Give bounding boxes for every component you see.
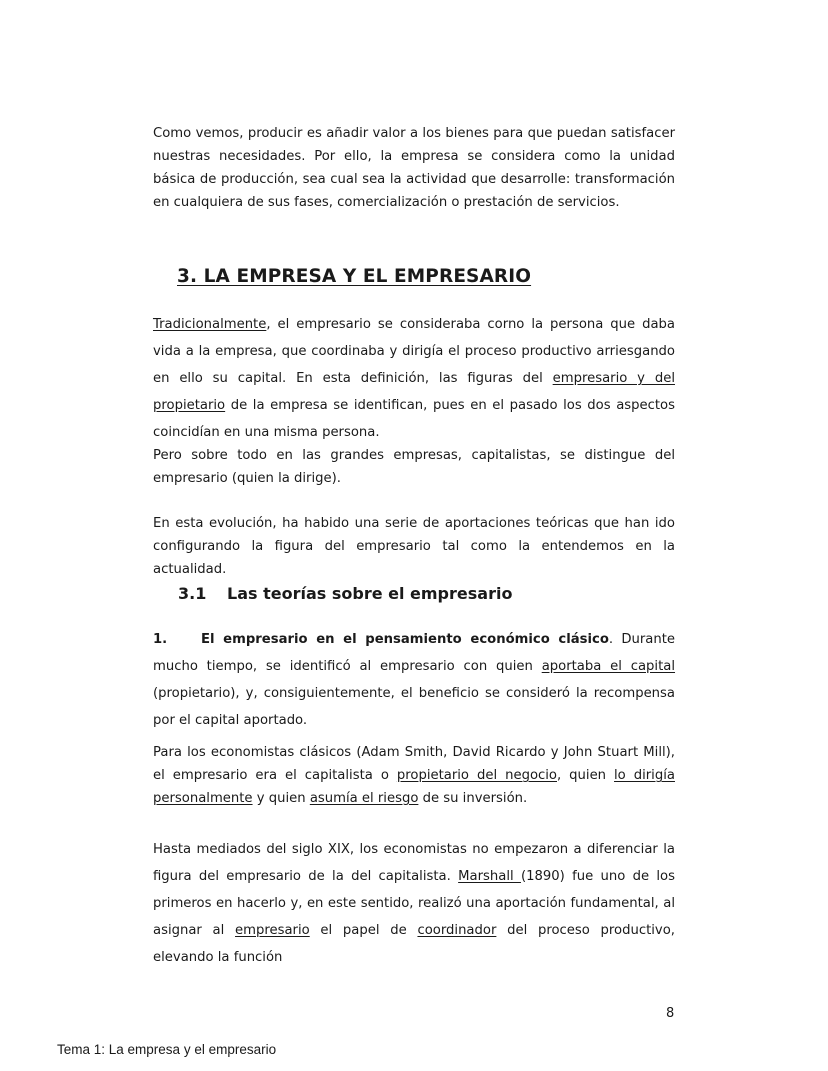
paragraph-evolution: En esta evolución, ha habido una serie de aportaciones teóricas que han ido configurando la figura del empresario tal como la entendemos en la actualidad.	[153, 516, 675, 577]
underlined-text: coordinador	[417, 923, 497, 938]
subsection-title: Las teorías sobre el empresario	[227, 584, 513, 603]
paragraph-classical-economists: Para los economistas clásicos (Adam Smith, David Ricardo y John Stuart Mill), el empresario era el capitalista o propietario del negocio, quien lo dirigía personalmente y quien asumía el riesgo de su inversión.	[153, 745, 675, 806]
intro-paragraph: Como vemos, producir es añadir valor a los bienes para que puedan satisfacer nuestras necesidades. Por ello, la empresa se considera como la unidad básica de producción, sea cual sea la actividad que desarrolle: transformación en cualquiera de sus fases, comercialización o prestación de servicios.	[153, 126, 675, 210]
underlined-text: lo dirigía	[614, 768, 675, 783]
underlined-text: aportaba el capital	[541, 659, 676, 674]
list-item-title: El empresario en el pensamiento económico clásico	[201, 632, 609, 647]
section-heading: 3. LA EMPRESA Y EL EMPRESARIO	[177, 266, 532, 287]
list-item-classical-thought: 1. El empresario en el pensamiento económico clásico. Durante mucho tiempo, se identificó al empresario con quien aportaba el capital (propietario), y, consiguientemente, el beneficio se consideró la recompensa por el capital aportado.	[153, 626, 675, 734]
page-footer: Tema 1: La empresa y el empresario	[57, 1042, 277, 1057]
underlined-text: personalmente	[153, 791, 253, 806]
underlined-text: empresario	[235, 923, 310, 938]
underlined-text: empresario y del propietario	[153, 371, 675, 413]
paragraph-traditional: Tradicionalmente, el empresario se consideraba corno la persona que daba vida a la empresa, que coordinaba y dirigía el proceso productivo arriesgando en ello su capital. En esta definición, las figuras del empresario y del propietario de la empresa se identifican, pues en el pasado los dos aspectos coincidían en una misma persona.	[153, 317, 675, 440]
underlined-text: asumía el riesgo	[309, 791, 419, 806]
paragraph-marshall: Hasta mediados del siglo XIX, los economistas no empezaron a diferenciar la figura del empresario de la del capitalista. Marshall (1890) fue uno de los primeros en hacerlo y, en este sentido, realizó una aportación fundamental, al asignar al empresario el papel de coordinador del proceso productivo, elevando la función	[153, 842, 675, 965]
paragraph-large-companies: Pero sobre todo en las grandes empresas, capitalistas, se distingue del empresario (quien la dirige).	[153, 448, 675, 486]
underlined-text: Marshall	[458, 869, 521, 884]
underlined-text: propietario del negocio	[396, 768, 557, 783]
page-number: 8	[666, 1006, 675, 1021]
subsection-heading	[178, 584, 512, 603]
underlined-text: Tradicionalmente	[153, 317, 267, 332]
subsection-number: 3.1	[178, 584, 207, 603]
list-item-number: 1.	[153, 632, 168, 647]
